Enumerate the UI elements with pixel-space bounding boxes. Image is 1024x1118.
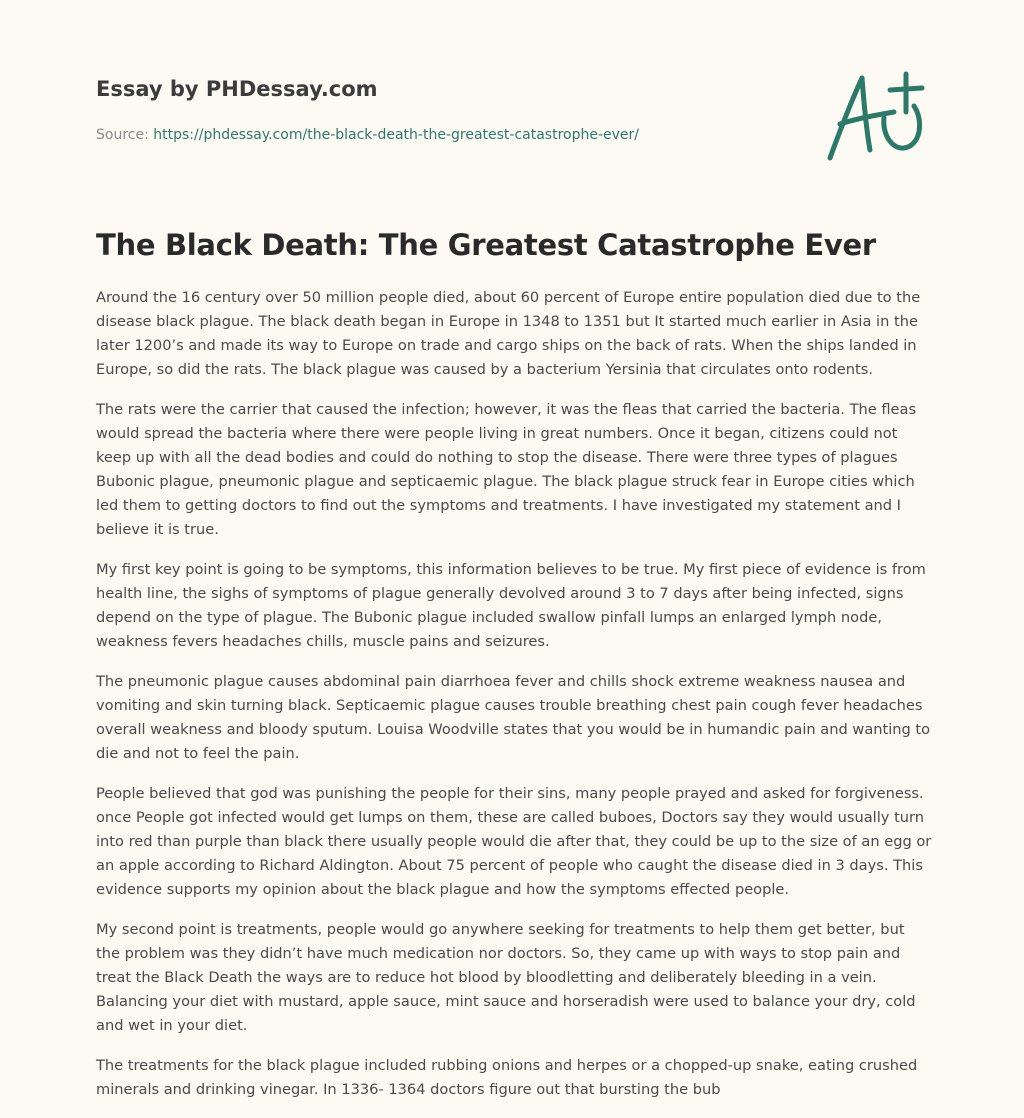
essay-title: The Black Death: The Greatest Catastrophe Ever <box>96 228 876 262</box>
essay-body <box>96 286 932 1118</box>
source-line <box>96 125 796 145</box>
source-link[interactable]: https://phdessay.com/the-black-death-the-greatest-catastrophe-ever/ <box>153 127 640 143</box>
essay-paragraph: My first key point is going to be symptoms, this information believes to be true. My first piece of evidence is from health line, the sighs of symptoms of plague generally devolved around 3 to 7 days after being infected, signs depend on the type of plague. The Bubonic plague included swallow pinfall lumps an enlarged lymph node, weakness fevers headaches chills, muscle pains and seizures. <box>96 561 926 650</box>
page-header <box>96 74 796 145</box>
essay-paragraph: People believed that god was punishing the people for their sins, many people prayed and asked for forgiveness. once People got infected would get lumps on them, these are called buboes, Doctors say they would usually turn into red than purple than black there usually people would die after that, they could be up to the size of an egg or an apple according to Richard Aldington. About 75 percent of people who caught the disease died in 3 days. This evidence supports my opinion about the black plague and how the symptoms effected people. <box>96 785 932 898</box>
a-plus-icon <box>818 66 930 166</box>
site-title: Essay by PHDessay.com <box>96 77 378 101</box>
source-label: Source: <box>96 127 154 143</box>
essay-paragraph: My second point is treatments, people would go anywhere seeking for treatments to help them get better, but the problem was they didn’t have much medication nor doctors. So, they came up with ways to stop pain and treat the Black Death the ways are to reduce hot blood by bloodletting and deliberately bleeding in a vein. Balancing your diet with mustard, apple sauce, mint sauce and horseradish were used to balance your dry, cold and wet in your diet. <box>96 921 916 1034</box>
essay-paragraph: The rats were the carrier that caused the infection; however, it was the fleas that carried the bacteria. The fleas would spread the bacteria where there were people living in great numbers. Once it began, citizens could not keep up with all the dead bodies and could do nothing to stop the disease. There were three types of plagues Bubonic plague, pneumonic plague and septicaemic plague. The black plague struck fear in Europe cities which led them to getting doctors to find out the symptoms and treatments. I have investigated my statement and I believe it is true. <box>96 401 917 538</box>
essay-paragraph: The pneumonic plague causes abdominal pain diarrhoea fever and chills shock extreme weakness nausea and vomiting and skin turning black. Septicaemic plague causes trouble breathing chest pain cough fever headaches overall weakness and bloody sputum. Louisa Woodville states that you would be in humandic pain and wanting to die and not to feel the pain. <box>96 673 931 762</box>
essay-paragraph: The treatments for the black plague included rubbing onions and herpes or a chopped-up snake, eating crushed minerals and drinking vinegar. In 1336- 1364 doctors figure out that bursting the bub <box>96 1057 918 1098</box>
essay-paragraph: Around the 16 century over 50 million people died, about 60 percent of Europe entire population died due to the disease black plague. The black death began in Europe in 1348 to 1351 but It started much earlier in Asia in the later 1200’s and made its way to Europe on trade and cargo ships on the back of rats. When the ships landed in Europe, so did the rats. The black plague was caused by a bacterium Yersinia that circulates onto rodents. <box>96 289 921 378</box>
